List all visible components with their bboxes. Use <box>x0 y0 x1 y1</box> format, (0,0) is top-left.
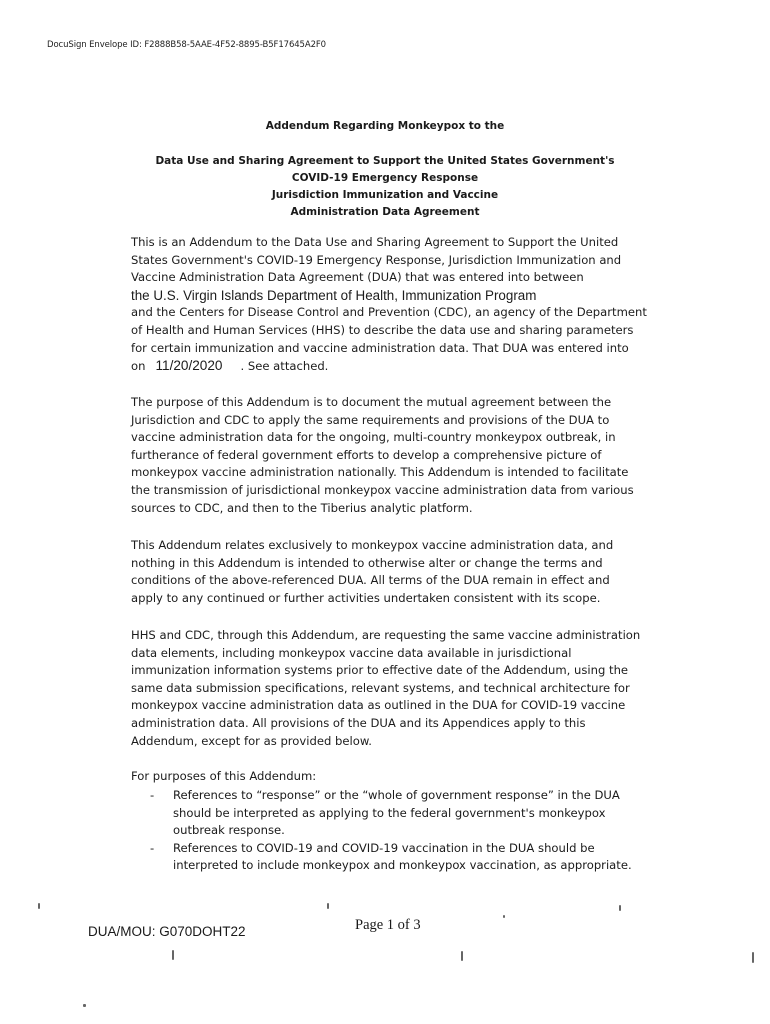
text-line: data elements, including monkeypox vaccine data available in jurisdictional <box>131 645 572 660</box>
subtitle-line: Administration Data Agreement <box>290 206 480 218</box>
dua-mou-number: DUA/MOU: G070DOHT22 <box>88 924 246 939</box>
subtitle-line: COVID-19 Emergency Response <box>291 172 479 184</box>
text-line: interpreted to include monkeypox and monkeypox vaccination, as appropriate. <box>173 858 632 873</box>
docusign-envelope-id: DocuSign Envelope ID: F2888B58-5AAE-4F52-8895-B5F17645A2F0 <box>47 40 326 50</box>
scan-speck <box>172 950 174 960</box>
intro-paragraph <box>131 234 651 376</box>
text-line: for certain immunization and vaccine administration data. That DUA was entered into <box>131 340 629 355</box>
scan-speck <box>83 1004 86 1007</box>
text-line: apply to any continued or further activities undertaken consistent with its scope. <box>131 590 601 605</box>
text-line: References to “response” or the “whole of government response” in the DUA <box>173 788 620 802</box>
purposes-intro: For purposes of this Addendum: <box>131 769 317 783</box>
text-line: monkeypox vaccine administration data as outlined in the DUA for COVID-19 vaccine <box>131 698 626 713</box>
agreement-date-line <box>131 357 651 376</box>
list-item <box>150 787 650 840</box>
text-line: conditions of the above-referenced DUA. All terms of the DUA remain in effect and <box>131 573 610 588</box>
text-line: Addendum, except for as provided below. <box>131 733 372 748</box>
text-line: immunization information systems prior to effective date of the Addendum, using the <box>131 663 629 678</box>
text-line: administration data. All provisions of the DUA and its Appendices apply to this <box>131 715 586 730</box>
jurisdiction-name: the U.S. Virgin Islands Department of Health, Immunization Program <box>131 287 537 303</box>
request-paragraph <box>131 627 651 750</box>
dash-bullet: - <box>150 788 155 802</box>
subtitle-line: Data Use and Sharing Agreement to Support the United States Government's <box>155 155 615 167</box>
text-line: furtherance of federal government efforts to develop a comprehensive picture of <box>131 447 602 462</box>
text-line: monkeypox vaccine administration nationally. This Addendum is intended to facilitate <box>131 465 629 480</box>
text-line: References to COVID-19 and COVID-19 vaccination in the DUA should be <box>173 840 595 855</box>
purpose-paragraph <box>131 394 651 517</box>
text-line: vaccine administration data for the ongoing, multi-country monkeypox outbreak, in <box>131 430 616 445</box>
scan-speck <box>619 905 621 911</box>
scan-speck <box>38 903 40 909</box>
text-line: This is an Addendum to the Data Use and Sharing Agreement to Support the United <box>131 235 619 249</box>
purposes-list <box>150 787 650 875</box>
page-number: Page 1 of 3 <box>355 917 421 933</box>
text-line: the transmission of jurisdictional monkeypox vaccine administration data from various <box>131 482 634 497</box>
on-label: on <box>131 359 146 374</box>
addendum-title: Addendum Regarding Monkeypox to the <box>265 120 505 132</box>
text-line: sources to CDC, and then to the Tiberius analytic platform. <box>131 500 473 515</box>
scope-paragraph <box>131 537 651 607</box>
scan-speck <box>752 952 754 963</box>
list-item <box>150 840 650 875</box>
subtitle-line: Jurisdiction Immunization and Vaccine <box>271 189 499 201</box>
text-line: The purpose of this Addendum is to document the mutual agreement between the <box>131 395 612 409</box>
text-line: Jurisdiction and CDC to apply the same requirements and provisions of the DUA to <box>131 412 610 427</box>
text-line: outbreak response. <box>173 823 285 838</box>
see-attached: . See attached. <box>240 359 329 374</box>
text-line: should be interpreted as applying to the federal government's monkeypox <box>173 805 606 820</box>
agreement-date: 11/20/2020 <box>155 358 223 374</box>
scan-speck <box>503 915 505 918</box>
agreement-subtitle <box>0 153 770 221</box>
text-line: nothing in this Addendum is intended to otherwise alter or change the terms and <box>131 555 603 570</box>
text-line: same data submission specifications, relevant systems, and technical architecture for <box>131 680 630 695</box>
scan-speck <box>327 903 329 909</box>
text-line: States Government's COVID-19 Emergency Response, Jurisdiction Immunization and <box>131 252 622 267</box>
text-line: This Addendum relates exclusively to monkeypox vaccine administration data, and <box>131 538 614 552</box>
scan-speck <box>461 951 463 961</box>
text-line: Vaccine Administration Data Agreement (DUA) that was entered into between <box>131 270 584 285</box>
text-line: of Health and Human Services (HHS) to describe the data use and sharing parameters <box>131 322 634 337</box>
text-line: and the Centers for Disease Control and Prevention (CDC), an agency of the Department <box>131 305 647 320</box>
dash-bullet: - <box>150 840 155 855</box>
text-line: HHS and CDC, through this Addendum, are requesting the same vaccine administration <box>131 628 641 642</box>
